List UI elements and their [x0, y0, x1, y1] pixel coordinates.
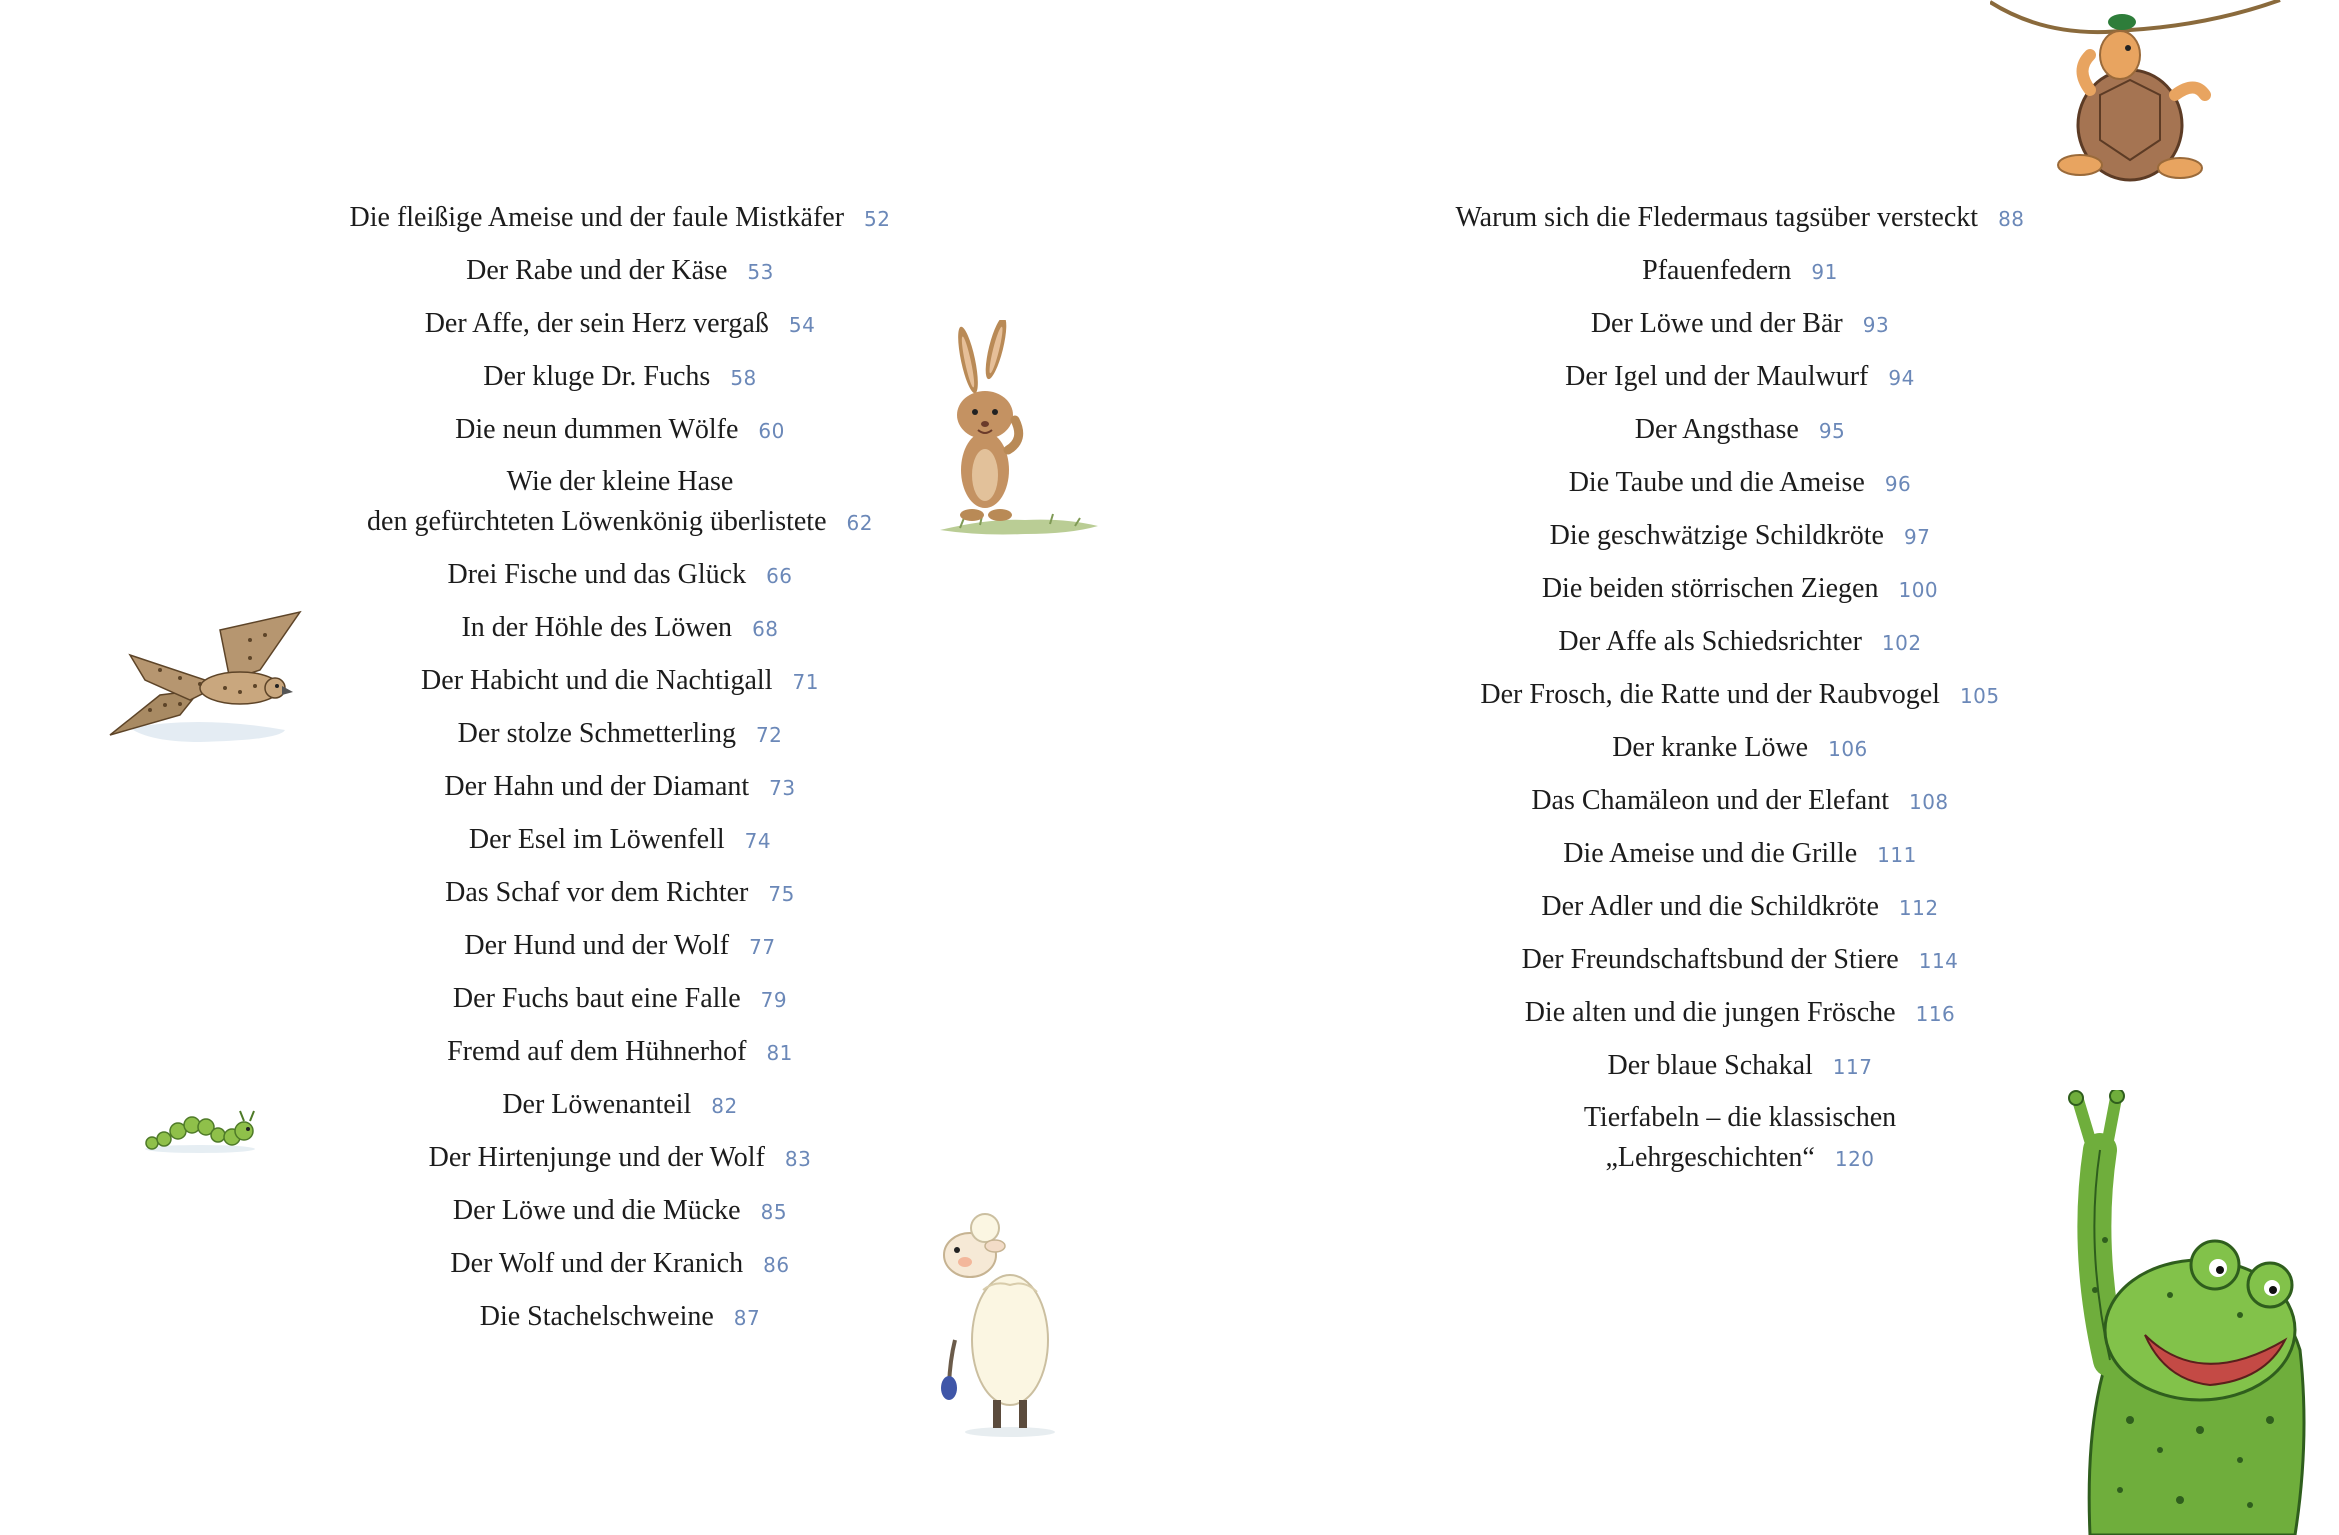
toc-title: Der blaue Schakal: [1607, 1050, 1813, 1081]
toc-title: Warum sich die Fledermaus tagsüber versteckt: [1455, 202, 1979, 233]
toc-page-number: 114: [1918, 949, 1959, 973]
toc-page-number: 58: [730, 366, 757, 390]
toc-page-number: 83: [784, 1147, 812, 1171]
toc-page-number: 66: [766, 564, 793, 588]
toc-entry[interactable]: [240, 708, 1000, 761]
toc-page-number: 97: [1903, 525, 1931, 549]
caterpillar-illustration: [140, 1105, 260, 1155]
toc-title: Der Angsthase: [1634, 414, 1799, 445]
toc-page-number: 85: [760, 1200, 788, 1224]
toc-page-number: 94: [1888, 366, 1915, 390]
hawk-illustration: [90, 600, 310, 750]
toc-page-number: 74: [744, 829, 772, 853]
toc-page-number: 93: [1862, 313, 1890, 337]
toc-page-number: 52: [864, 207, 891, 231]
toc-page-number: 73: [769, 776, 796, 800]
hare-illustration: [930, 320, 1100, 540]
toc-title: Pfauenfedern: [1642, 255, 1792, 286]
toc-title: Der kranke Löwe: [1612, 732, 1809, 763]
toc-entry[interactable]: [1340, 669, 2140, 722]
toc-entry[interactable]: [240, 973, 1000, 1026]
toc-title: Der Hahn und der Diamant: [444, 771, 750, 802]
toc-entry[interactable]: [1340, 987, 2140, 1040]
toc-title: Die Taube und die Ameise: [1568, 467, 1865, 498]
toc-entry[interactable]: [1340, 245, 2140, 298]
toc-entry[interactable]: [1340, 616, 2140, 669]
toc-title: Drei Fische und das Glück: [447, 559, 747, 590]
toc-entry[interactable]: [1340, 298, 2140, 351]
toc-title: In der Höhle des Löwen: [461, 612, 733, 643]
toc-entry[interactable]: [240, 298, 1000, 351]
toc-page-number: 53: [747, 260, 774, 284]
toc-page-number: 71: [792, 670, 819, 694]
toc-page-number: 116: [1915, 1002, 1956, 1026]
toc-page-number: 75: [768, 882, 795, 906]
toc-entry[interactable]: [240, 602, 1000, 655]
toc-entry[interactable]: [1340, 351, 2140, 404]
toc-page-number: 82: [711, 1094, 738, 1118]
toc-page-number: 95: [1818, 419, 1846, 443]
toc-page-number: 68: [752, 617, 779, 641]
toc-entry[interactable]: [240, 1026, 1000, 1079]
toc-entry[interactable]: [240, 457, 1000, 549]
toc-title: Der Wolf und der Kranich: [450, 1248, 744, 1279]
turtle-illustration: [1990, 0, 2300, 200]
toc-entry[interactable]: [240, 867, 1000, 920]
toc-entry[interactable]: [1340, 934, 2140, 987]
toc-entry[interactable]: [1340, 881, 2140, 934]
toc-entry[interactable]: [240, 192, 1000, 245]
toc-page-number: 87: [733, 1306, 761, 1330]
toc-title: Die beiden störrischen Ziegen: [1541, 573, 1879, 604]
toc-title-line-2: „Lehrgeschichten“: [1605, 1142, 1815, 1173]
toc-entry[interactable]: [240, 1291, 1000, 1344]
toc-entry[interactable]: [240, 1238, 1000, 1291]
toc-title: Der Hirtenjunge und der Wolf: [428, 1142, 765, 1173]
toc-title: Der Freundschaftsbund der Stiere: [1521, 944, 1899, 975]
sheep-illustration: [935, 1210, 1075, 1440]
toc-title: Die Stachelschweine: [479, 1301, 714, 1332]
toc-page-number: 88: [1998, 207, 2025, 231]
toc-title-line-2: den gefürchteten Löwenkönig überlistete: [367, 506, 827, 537]
toc-entry[interactable]: [240, 1132, 1000, 1185]
toc-page-number: 120: [1834, 1147, 1875, 1171]
toc-title: Der stolze Schmetterling: [457, 718, 736, 749]
toc-entry[interactable]: [1340, 457, 2140, 510]
toc-page-number: 60: [758, 419, 785, 443]
toc-title: Der Löwe und die Mücke: [452, 1195, 741, 1226]
toc-page-number: 72: [755, 723, 783, 747]
toc-title: Der Habicht und die Nachtigall: [421, 665, 773, 696]
toc-entry[interactable]: [240, 761, 1000, 814]
toc-entry[interactable]: [1340, 722, 2140, 775]
toc-title: Der Affe als Schiedsrichter: [1558, 626, 1862, 657]
right-toc-list: [1340, 192, 2140, 1185]
toc-title-line-1: Wie der kleine Hase: [506, 466, 734, 497]
toc-page-number: 91: [1811, 260, 1838, 284]
toc-title: Der Rabe und der Käse: [466, 255, 728, 286]
toc-page-number: 106: [1828, 737, 1868, 761]
toc-page-number: 108: [1908, 790, 1949, 814]
toc-title: Der Löwenanteil: [502, 1089, 692, 1120]
toc-title: Der Löwe und der Bär: [1590, 308, 1843, 339]
toc-page-number: 111: [1877, 843, 1917, 867]
toc-entry[interactable]: [240, 920, 1000, 973]
toc-entry[interactable]: [1340, 775, 2140, 828]
toc-title: Der Affe, der sein Herz vergaß: [424, 308, 769, 339]
toc-page-number: 96: [1884, 472, 1912, 496]
toc-title: Der kluge Dr. Fuchs: [483, 361, 711, 392]
toc-page-number: 105: [1959, 684, 2000, 708]
toc-page-number: 112: [1898, 896, 1939, 920]
toc-title: Die geschwätzige Schildkröte: [1549, 520, 1884, 551]
toc-entry[interactable]: [240, 351, 1000, 404]
toc-entry[interactable]: [1340, 1093, 2140, 1185]
toc-entry[interactable]: [240, 814, 1000, 867]
toc-entry[interactable]: [240, 655, 1000, 708]
toc-title: Fremd auf dem Hühnerhof: [447, 1036, 747, 1067]
toc-entry[interactable]: [240, 245, 1000, 298]
toc-page-number: 102: [1881, 631, 1922, 655]
toc-title: Der Adler und die Schildkröte: [1541, 891, 1879, 922]
toc-entry[interactable]: [240, 404, 1000, 457]
toc-title: Der Hund und der Wolf: [464, 930, 730, 961]
toc-entry[interactable]: [1340, 404, 2140, 457]
toc-entry[interactable]: [240, 1079, 1000, 1132]
toc-title: Das Schaf vor dem Richter: [445, 877, 749, 908]
frog-illustration: [2050, 1090, 2310, 1535]
toc-page-number: 62: [846, 511, 873, 535]
left-toc-list: [240, 192, 1000, 1344]
toc-page-number: 100: [1898, 578, 1939, 602]
toc-title: Die fleißige Ameise und der faule Mistkäfer: [349, 202, 845, 233]
toc-title: Der Igel und der Maulwurf: [1565, 361, 1869, 392]
toc-title: Die Ameise und die Grille: [1563, 838, 1858, 869]
toc-title: Die alten und die jungen Frösche: [1524, 997, 1896, 1028]
toc-page-number: 117: [1832, 1055, 1873, 1079]
toc-title: Das Chamäleon und der Elefant: [1531, 785, 1889, 816]
toc-title: Der Esel im Löwenfell: [468, 824, 725, 855]
toc-title: Der Frosch, die Ratte und der Raubvogel: [1480, 679, 1940, 710]
toc-entry[interactable]: [1340, 1040, 2140, 1093]
toc-entry[interactable]: [1340, 563, 2140, 616]
toc-title: Die neun dummen Wölfe: [455, 414, 739, 445]
toc-page-number: 86: [763, 1253, 790, 1277]
toc-page-number: 77: [749, 935, 776, 959]
toc-title: Der Fuchs baut eine Falle: [452, 983, 741, 1014]
toc-entry[interactable]: [240, 1185, 1000, 1238]
toc-title-line-1: Tierfabeln – die klassischen: [1583, 1102, 1897, 1133]
toc-entry[interactable]: [1340, 510, 2140, 563]
toc-page-number: 81: [766, 1041, 793, 1065]
toc-page-number: 79: [760, 988, 788, 1012]
toc-entry[interactable]: [1340, 828, 2140, 881]
toc-page-number: 54: [788, 313, 816, 337]
toc-entry[interactable]: [240, 549, 1000, 602]
